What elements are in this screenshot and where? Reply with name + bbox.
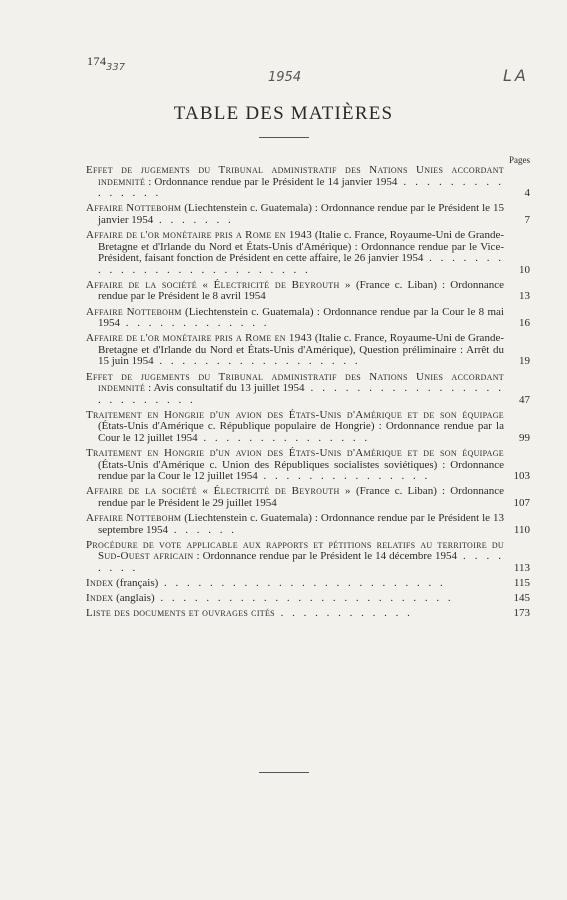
- toc-leader-dots: . . . . . . . . . . . . . . . . . . . . . . . . . .: [98, 252, 504, 276]
- toc-page-number: 16: [519, 317, 530, 330]
- toc-leader-dots: . . . . . . . . . . . . . . .: [98, 175, 505, 200]
- handwritten-note: 337: [106, 62, 126, 73]
- toc-entry-text: [86, 165, 504, 200]
- toc-entry[interactable]: [86, 578, 530, 590]
- handwritten-year: 1954: [268, 70, 302, 85]
- handwritten-mark: LA: [503, 66, 529, 85]
- toc-entry-heading: Index: [86, 592, 114, 605]
- toc-entry-description: : Avis consultatif du 13 juillet 1954: [145, 382, 305, 395]
- toc-entry-description: (États-Unis d'Amérique c. République populaire de Hongrie) : Ordonnance rendue par la Cour le 12 juillet 1954: [98, 420, 504, 444]
- toc-entry-text: [86, 608, 504, 620]
- toc-entry-text: [86, 372, 504, 407]
- toc-entry[interactable]: [86, 448, 530, 483]
- toc-page-number: 99: [519, 431, 530, 444]
- toc-entry-description: (France c. Liban) : Ordonnance rendue par le Président le 8 avril 1954: [98, 278, 504, 303]
- toc-entry-description: (Italie c. France, Royaume-Uni de Grande-Bretagne et d'Irlande du Nord et États-Unis d'Amérique) : Ordonnance rendue par le Vice-Président, faisant fonction de Président en cette affaire, le 26 janvier 1954: [98, 228, 504, 265]
- toc-page-number: 113: [513, 561, 530, 574]
- toc-leader-dots: . . . . . . . . . . . .: [274, 607, 413, 620]
- toc-entry[interactable]: [86, 203, 530, 226]
- toc-entry-heading: Effet de jugements du Tribunal administratif des Nations Unies accordant indemnité: [86, 370, 504, 395]
- toc-entry[interactable]: [86, 486, 530, 509]
- toc-entry-description: (France c. Liban) : Ordonnance rendue par le Président le 29 juillet 1954: [98, 485, 504, 509]
- toc-page-number: 19: [519, 355, 530, 368]
- toc-entry-text: [86, 486, 504, 509]
- toc-entry[interactable]: [86, 513, 530, 536]
- toc-entry[interactable]: [86, 230, 530, 276]
- toc-entry[interactable]: [86, 410, 530, 445]
- toc-entry-heading: Liste des documents et ouvrages cités: [86, 607, 275, 620]
- toc-page-number: 145: [513, 592, 530, 605]
- toc-entry-heading: Affaire de la société « Électricité de Beyrouth »: [86, 278, 351, 291]
- toc-page-number: 13: [519, 290, 530, 303]
- toc-entry-description: (français): [113, 577, 159, 589]
- toc-entry-description: (Liechtenstein c. Guatemala) : Ordonnance rendue par la Cour le 8 mai 1954: [98, 305, 504, 330]
- toc-leader-dots: . . . . . . . .: [98, 550, 504, 574]
- toc-entry-heading: Affaire de l'or monétaire pris a Rome en 1943: [86, 228, 313, 241]
- toc-page-number: 10: [519, 263, 530, 276]
- toc-page-number: 47: [519, 393, 530, 406]
- toc-leader-dots: . . . . . . .: [153, 213, 234, 226]
- toc-leader-dots: . . . . . . . . . . . . .: [120, 317, 270, 330]
- toc-page-number: 173: [513, 607, 530, 620]
- toc-leader-dots: . . . . . . . . . . . . . . . . . . . . . . . . . .: [154, 592, 454, 605]
- toc-entry[interactable]: [86, 593, 530, 605]
- toc-page-number: 115: [513, 577, 530, 589]
- toc-entry[interactable]: [86, 307, 530, 330]
- toc-entry[interactable]: [86, 333, 530, 368]
- toc-entry-text: [86, 448, 504, 483]
- toc-entry-text: [86, 578, 504, 590]
- pages-column-label: Pages: [509, 155, 530, 165]
- toc-entry[interactable]: [86, 280, 530, 303]
- table-of-contents: [86, 165, 530, 623]
- toc-page-number: 103: [513, 470, 530, 483]
- end-divider: [259, 772, 309, 773]
- page-number: 174: [87, 54, 107, 68]
- toc-entry-heading: Affaire Nottebohm: [86, 305, 182, 318]
- toc-entry[interactable]: [86, 540, 530, 575]
- toc-entry-text: [86, 540, 504, 575]
- title-divider: [259, 137, 309, 138]
- toc-entry[interactable]: [86, 608, 530, 620]
- toc-entry-heading: Affaire Nottebohm: [86, 512, 182, 525]
- toc-entry-description: : Ordonnance rendue par le Président le 14 janvier 1954: [145, 175, 398, 188]
- toc-entry-heading: Affaire de l'or monétaire pris a Rome en 1943: [86, 332, 313, 345]
- toc-entry-text: [86, 230, 504, 276]
- toc-leader-dots: . . . . . . . . . . . . . . .: [257, 470, 431, 483]
- toc-entry-text: [86, 333, 504, 368]
- toc-entry-text: [86, 513, 504, 536]
- toc-entry-text: [86, 307, 504, 330]
- toc-entry-heading: Traitement en Hongrie d'un avion des États-Unis d'Amérique et de son équipage: [86, 408, 504, 421]
- toc-entry-text: [86, 593, 504, 605]
- toc-entry-heading: Index: [86, 577, 114, 589]
- toc-leader-dots: . . . . . . . . . . . . . . . . . .: [153, 355, 361, 368]
- toc-entry[interactable]: [86, 165, 530, 200]
- toc-leader-dots: . . . . . . . . . . . . . . . . . . . . . . . . .: [158, 577, 446, 589]
- toc-entry-heading: Effet de jugements du Tribunal administratif des Nations Unies accordant indemnité: [86, 164, 504, 188]
- toc-entry-description: (Italie c. France, Royaume-Uni de Grande-Bretagne et d'Irlande du Nord et États-Unis d'Amérique), Question préliminaire : Arrêt du 15 juin 1954: [98, 332, 504, 368]
- toc-entry[interactable]: [86, 372, 530, 407]
- toc-entry-description: (anglais): [113, 592, 155, 605]
- toc-entry-description: (États-Unis d'Amérique c. Union des Républiques socialistes soviétiques) : Ordonnance rendue par la Cour le 12 juillet 1954: [98, 458, 504, 483]
- toc-leader-dots: . . . . . . . . . . . . . . . . . . . . . . . . . .: [98, 382, 505, 406]
- toc-page-number: 4: [524, 187, 530, 200]
- toc-entry-heading: Affaire Nottebohm: [86, 202, 182, 215]
- toc-entry-text: [86, 203, 504, 226]
- toc-page-number: 7: [524, 213, 530, 226]
- toc-leader-dots: . . . . . . . . . . . . . . .: [197, 431, 371, 444]
- toc-entry-text: [86, 410, 504, 445]
- toc-entry-description: (Liechtenstein c. Guatemala) : Ordonnance rendue par le Président le 15 janvier 1954: [98, 202, 504, 226]
- toc-entry-description: : Ordonnance rendue par le Président le 14 décembre 1954: [193, 550, 457, 563]
- page-title: TABLE DES MATIÈRES: [173, 103, 394, 124]
- toc-entry-heading: Affaire de la société « Électricité de Beyrouth »: [86, 485, 351, 498]
- toc-entry-heading: Traitement en Hongrie d'un avion des États-Unis d'Amérique et de son équipage: [86, 447, 504, 460]
- toc-entry-description: (Liechtenstein c. Guatemala) : Ordonnance rendue par le Président le 13 septembre 1954: [98, 512, 504, 536]
- toc-entry-text: [86, 280, 504, 303]
- toc-leader-dots: . . . . . .: [167, 523, 237, 536]
- toc-page-number: 110: [513, 523, 530, 536]
- toc-entry-heading: Procédure de vote applicable aux rapports et pétitions relatifs au territoire du Sud-Ouest africain: [86, 538, 504, 563]
- toc-page-number: 107: [513, 496, 530, 509]
